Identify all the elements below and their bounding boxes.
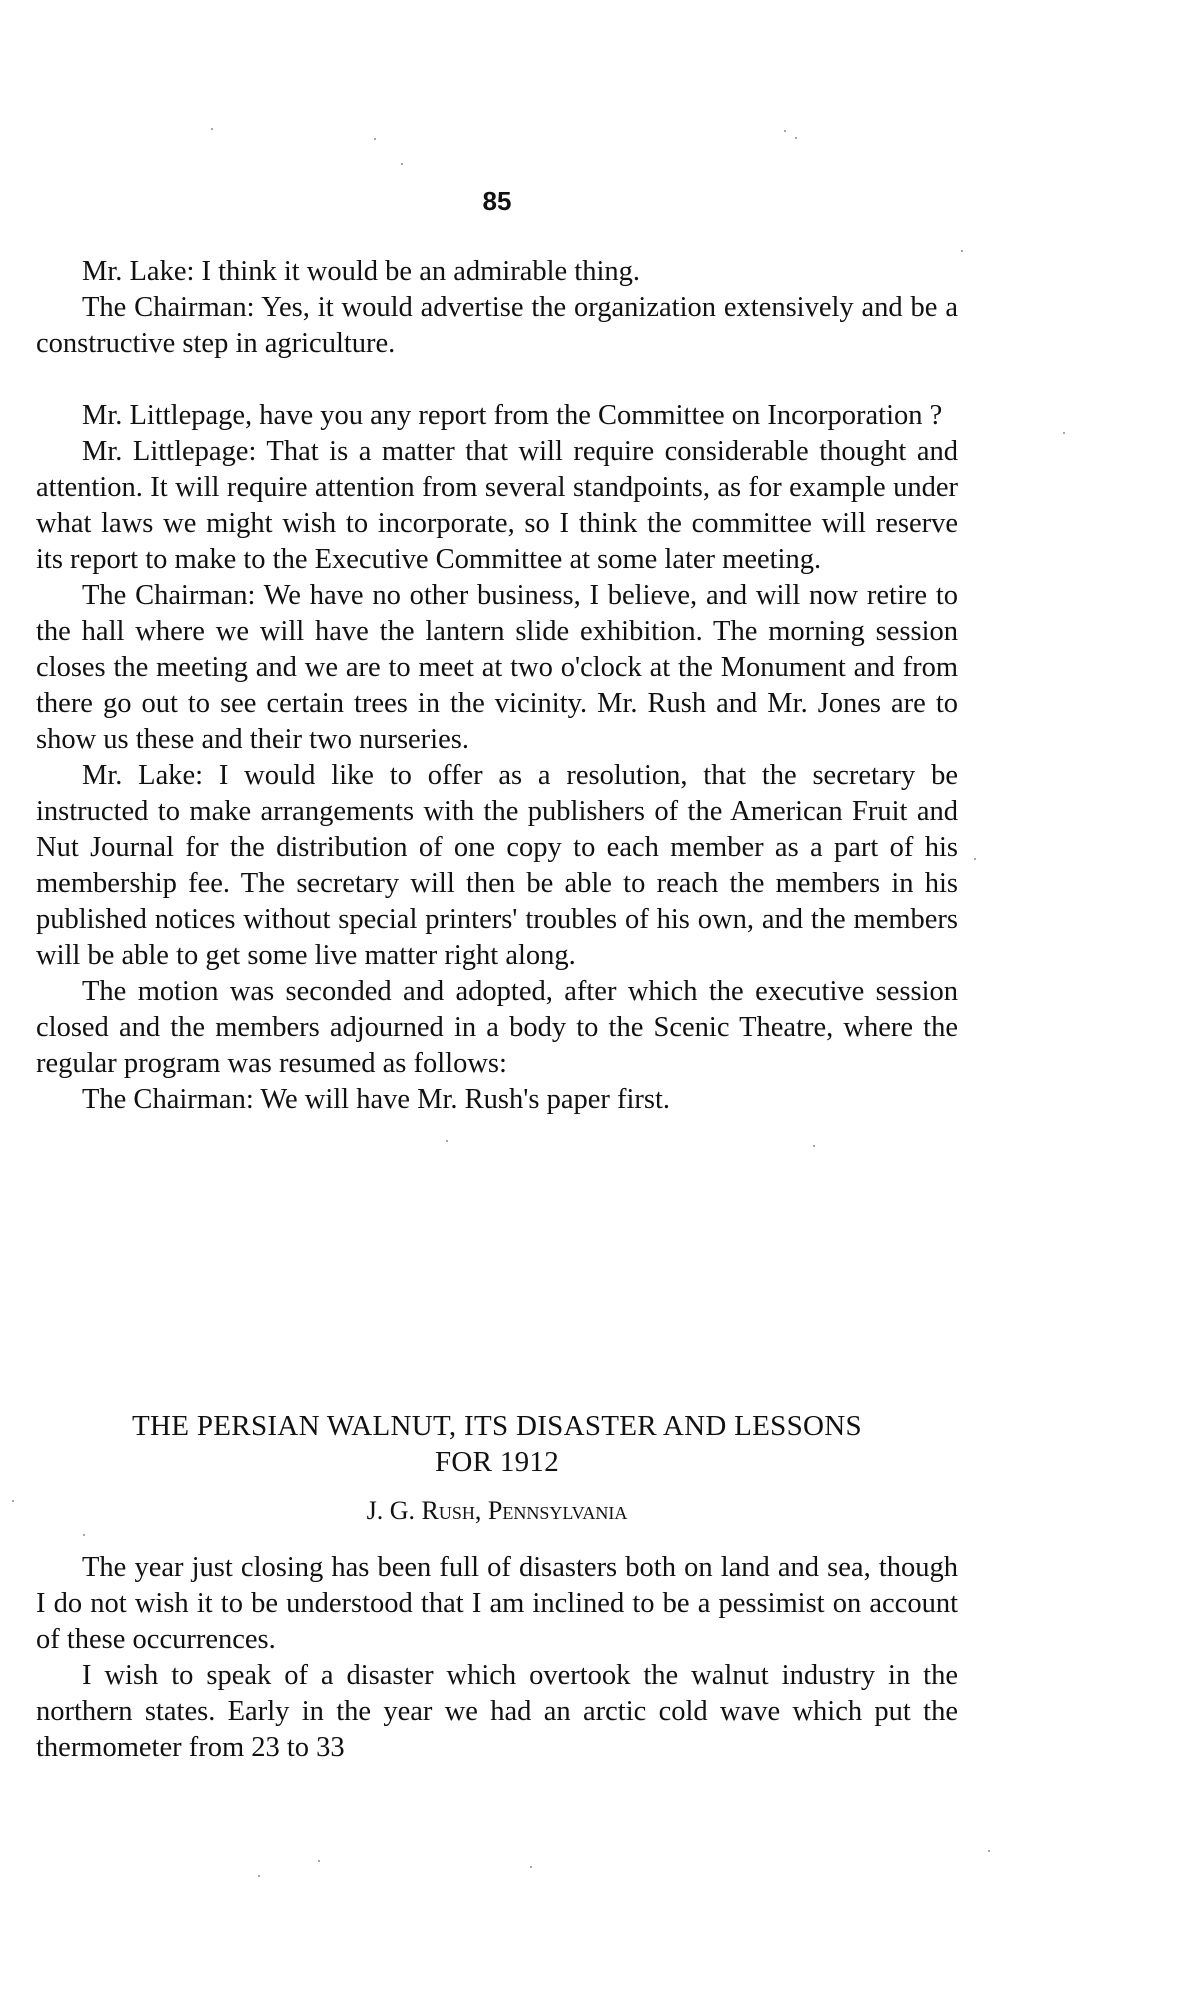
paragraph: The Chairman: We have no other business, I believe, and will now retire to the hall where we will have the lantern slide exhibition. The morning session closes the meeting and we are to meet at two o'clock at the Monument and from there go out to see certain trees in the vicinity. Mr. Rush and Mr. Jones are to show us these and their two nurseries. (36, 580, 958, 755)
scan-speck (530, 1866, 532, 1868)
scan-speck (258, 1875, 260, 1877)
article-title-line: FOR 1912 (434, 1446, 560, 1478)
scan-speck (401, 163, 403, 165)
scan-speck (12, 1500, 14, 1502)
article-title (36, 1408, 958, 1480)
paragraph: I wish to speak of a disaster which overtook the walnut industry in the northern states. Early in the year we had an arctic cold wave which put the thermometer from 23 to 33 (36, 1660, 958, 1763)
article-author: J. G. Rush, Pennsylvania (366, 1496, 628, 1525)
scan-speck (446, 1140, 448, 1142)
page-number: 85 (482, 186, 512, 216)
scan-speck (83, 1534, 85, 1536)
paragraph: Mr. Littlepage: That is a matter that will require considerable thought and attention. It will require attention from several standpoints, as for example under what laws we might wish to incorporate, so I think the committee will reserve its report to make to the Executive Committee at some later meeting. (36, 436, 958, 575)
scan-speck (974, 858, 976, 860)
paragraph: The year just closing has been full of disasters both on land and sea, though I do not wish it to be understood that I am inclined to be a pessimist on account of these occurrences. (36, 1552, 958, 1655)
article-title-line: THE PERSIAN WALNUT, ITS DISASTER AND LESSONS (132, 1410, 862, 1442)
scan-speck (795, 137, 797, 139)
article-body (36, 1550, 958, 1766)
paragraph: Mr. Littlepage, have you any report from the Committee on Incorporation ? (82, 400, 943, 431)
scan-speck (211, 128, 213, 130)
scan-speck (374, 138, 376, 140)
paragraph: The motion was seconded and adopted, after which the executive session closed and the members adjourned in a body to the Scenic Theatre, where the regular program was resumed as follows: (36, 976, 958, 1079)
paragraph: The Chairman: We will have Mr. Rush's paper first. (82, 1084, 671, 1115)
meeting-transcript (36, 398, 958, 1118)
scan-speck (988, 1850, 990, 1852)
paragraph: The Chairman: Yes, it would advertise the organization extensively and be a constructive step in agriculture. (36, 292, 958, 359)
scan-speck (1063, 432, 1065, 434)
paragraph: Mr. Lake: I think it would be an admirable thing. (82, 256, 641, 287)
opening-dialogue (36, 254, 958, 362)
scan-speck (961, 250, 963, 252)
scan-speck (784, 130, 786, 132)
scan-speck (318, 1860, 320, 1862)
scan-speck (813, 1145, 815, 1147)
paragraph: Mr. Lake: I would like to offer as a resolution, that the secretary be instructed to make arrangements with the publishers of the American Fruit and Nut Journal for the distribution of one copy to each member as a part of his membership fee. The secretary will then be able to reach the members in his published notices without special printers' troubles of his own, and the members will be able to get some live matter right along. (36, 760, 958, 971)
